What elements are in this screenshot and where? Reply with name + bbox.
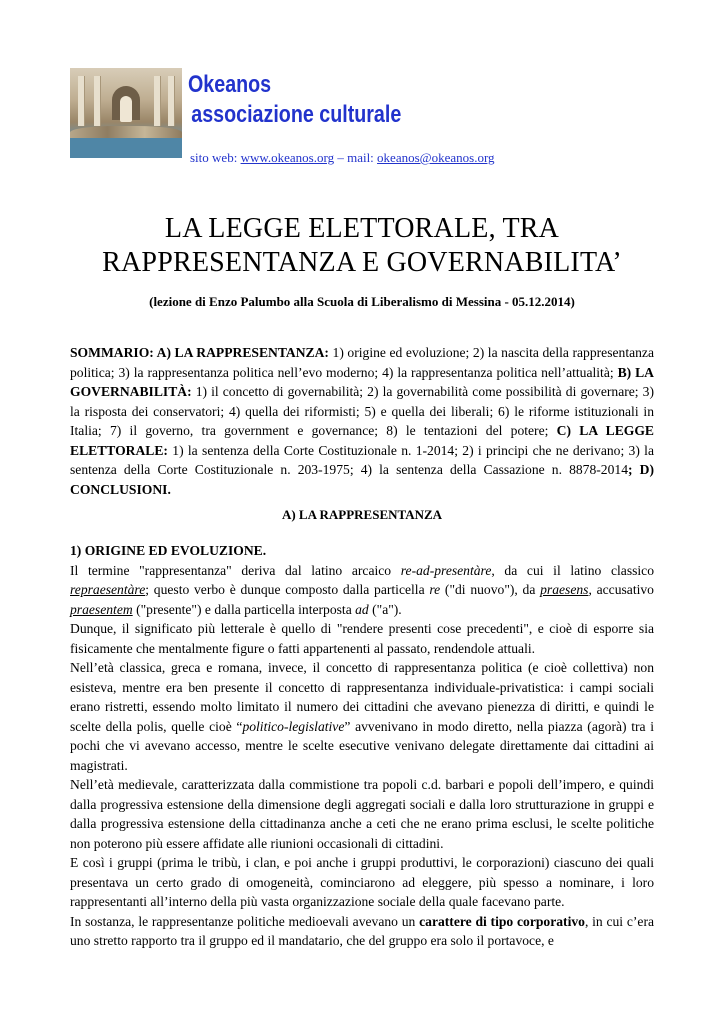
summary-d-head: ; D) CONCLUSIONI. xyxy=(70,462,654,497)
email-link[interactable]: okeanos@okeanos.org xyxy=(377,150,495,165)
summary-c-items: 1) la sentenza della Corte Costituzionale n. 1-2014; 2) i principi che ne derivano; 3) la sentenza della Corte Costituzionale n. 203-1975; 4) la sentenza della Cassazione n. 8878-2014 xyxy=(70,442,654,477)
contact-line xyxy=(190,150,495,166)
organization-name xyxy=(188,70,401,130)
section-a-content xyxy=(70,541,654,951)
document-subtitle: (lezione di Enzo Palumbo alla Scuola di Liberalismo di Messina - 05.12.2014) xyxy=(149,294,575,309)
document-title xyxy=(0,212,724,280)
org-name-line2: associazione culturale xyxy=(191,101,402,128)
paragraph-2: Dunque, il significato più letterale è quello di "rendere presenti cose precedenti", e cioè di esporre sia fisicamente che mentalmente figure o fatti appartenenti al passato, rendendole attuali. xyxy=(70,621,654,656)
paragraph-3: Nell’età classica, greca e romana, invece, il concetto di rappresentanza politica (e cioè collettiva) non esisteva, mentre era ben presente il concetto di rappresentanza individuale-privatistica: i campi sociali erano ristretti, essendo molto limitato il numero dei cittadini che avevano pienezza di diritti, e quindi le scelte della polis, quelle cioè “politico-legislative” avvenivano in modo diretto, nella piazza (agorà) tra i pochi che vi avevano accesso, mentre le scelte esecutive venivano delegate direttamente dai cittadini ai magistrati. xyxy=(70,660,654,773)
paragraph-4: Nell’età medievale, caratterizzata dalla commistione tra popoli c.d. barbari e popoli dell’impero, e quindi dalla progressiva estensione della dimensione degli aggregati sociali e dalla loro strutturazione in gruppi e dalla progressiva estensione della cittadinanza anche a ceti che ne erano prima esclusi, le scelte politiche non poterono più essere affidate alle riunioni occasionali di cittadini. xyxy=(70,777,654,851)
summary-b-items: 1) il concetto di governabilità; 2) la governabilità come possibilità di governare; 3) la risposta dei conservatori; 4) quella dei riformisti; 5) e quella dei liberali; 6) le riforme istituzionali in Italia; 7) il governo, tra government e governance; 8) le tentazioni del potere; xyxy=(70,384,654,438)
summary-a-items: 1) origine ed evoluzione; 2) la nascita della rappresentanza politica; 3) la rappresentanza politica nell’evo moderno; 4) la rappresentanza politica nell’attualità; xyxy=(70,345,654,380)
paragraph-1: Il termine "rappresentanza" deriva dal latino arcaico re-ad-presentàre, da cui il latino classico repraesentàre; questo verbo è dunque composto dalla particella re ("di nuovo"), da praesens, accusativo praesentem ("presente") e dalla particella interposta ad ("a"). xyxy=(70,562,655,617)
site-label: sito web: xyxy=(190,150,241,165)
summary-lead: SOMMARIO: A) LA RAPPRESENTANZA: xyxy=(70,345,329,360)
org-name-line1: Okeanos xyxy=(188,71,272,98)
website-link[interactable]: www.okeanos.org xyxy=(240,150,335,165)
subsection-heading-1: 1) ORIGINE ED EVOLUZIONE. xyxy=(70,543,267,558)
title-line2: RAPPRESENTANZA E GOVERNABILITA’ xyxy=(102,247,622,278)
trevi-fountain-photo xyxy=(70,68,182,158)
summary-c-head: C) LA LEGGE ELETTORALE: xyxy=(70,423,654,458)
summary-paragraph xyxy=(70,343,654,499)
title-line1: LA LEGGE ELETTORALE, TRA xyxy=(164,213,560,244)
mail-label: – mail: xyxy=(334,150,378,165)
paragraph-5: E così i gruppi (prima le tribù, i clan, e poi anche i gruppi produttivi, le corporazioni) ciascuno dei quali presentava un certo grado di omogeneità, cominciarono ad eleggere, più spesso a nominare, i loro rappresentanti all’interno della più vasta organizzazione sociale della quale facevano parte. xyxy=(70,855,654,909)
paragraph-6: In sostanza, le rappresentanze politiche medioevali avevano un carattere di tipo corporativo, in cui c’era uno stretto rapporto tra il gruppo ed il mandatario, che del gruppo era solo il portavoce, e xyxy=(70,913,655,948)
section-heading-a: A) LA RAPPRESENTANZA xyxy=(281,507,443,522)
summary-b-head: B) LA GOVERNABILITÀ: xyxy=(70,364,654,399)
